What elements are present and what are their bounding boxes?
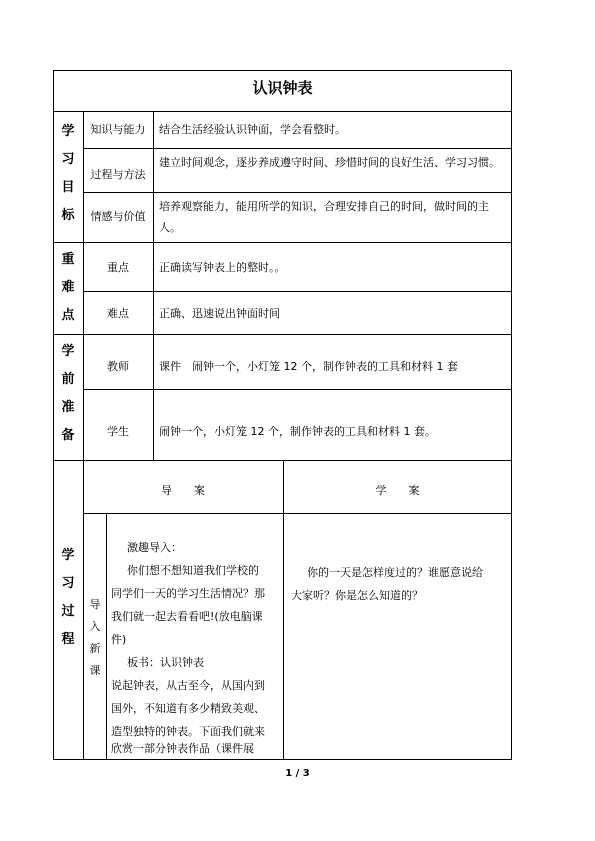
objective-content-emotion: 培养观察能力，能用所学的知识，合理安排自己的时间，做时间的主人。 (159, 200, 489, 234)
guide-header: 导 案 (161, 484, 205, 497)
objective-label-process: 过程与方法 (90, 168, 146, 181)
study-header: 学 案 (375, 484, 420, 497)
difficult-point-content: 正确、迅速说出钟面时间 (159, 307, 280, 320)
objective-content-process: 建立时间观念，逐步养成遵守时间、珍惜时间的良好生活、学习习惯。 (159, 156, 500, 169)
teacher-content: 课件 闹钟一个，小灯笼 12 个，制作钟表的工具和材料 1 套 (159, 360, 458, 373)
key-point-label: 重点 (107, 261, 129, 274)
stage-label: 导 入 新 课 (89, 598, 101, 677)
page-title: 认识钟表 (252, 79, 313, 97)
objective-label-knowledge: 知识与能力 (90, 123, 146, 136)
difficulty-section-label: 重 难 点 (61, 252, 75, 323)
objective-label-emotion: 情感与价值 (90, 210, 146, 223)
difficult-point-label: 难点 (107, 307, 129, 320)
student-content: 闹钟一个，小灯笼 12 个，制作钟表的工具和材料 1 套。 (159, 425, 436, 438)
objectives-section-label: 学 习 目 标 (61, 124, 75, 223)
objective-content-knowledge: 结合生活经验认识钟面，学会看整时。 (159, 123, 346, 136)
key-point-content: 正确读写钟表上的整时。。 (159, 261, 286, 274)
process-section-label: 学 习 过 程 (61, 548, 75, 647)
lesson-plan-table: 认识钟表 学 习 目 标 知识与能力 结合生活经验认识钟面，学会看整时。 过程与方法 建立时间观念，逐步养成遵守时间、珍惜时间的良好生活、学习习惯。 情感与价值 培养观察能力，能用所学的知识，合理安排自己的时间，做时间的主人。 重 难 点 重点 正确读写钟表上的整时。。 难点 正确、迅速说出钟面时间 学 前 准 备 教师 课件 闹钟一个，小灯笼 12 个，制作钟表的工具和材料 1 套 学生 闹钟一个，小灯笼 12 个，制作钟表的工具和材料 1 套。 导 案 学 案 学 习 过 程 导 入 新 课 激趣导入： 你们想不想知道我们学校的 同学们一天的学习生活情况？那 我们就一起去看看吧!(放电脑课 件) 板书：认识钟表 说起钟表，从古至今，从国内到 国外，不知道有多少精致美观、 造型独特的钟表。下面我们就来 欣赏一部分钟表作品（课件展 你的一天是怎样度过的？谁愿意说给 大家听？你是怎么知道的？ (53, 70, 512, 760)
student-label: 学生 (107, 425, 129, 438)
page-number: 1 / 3 (285, 768, 310, 779)
preparation-section-label: 学 前 准 备 (61, 344, 75, 443)
teacher-label: 教师 (107, 360, 129, 373)
